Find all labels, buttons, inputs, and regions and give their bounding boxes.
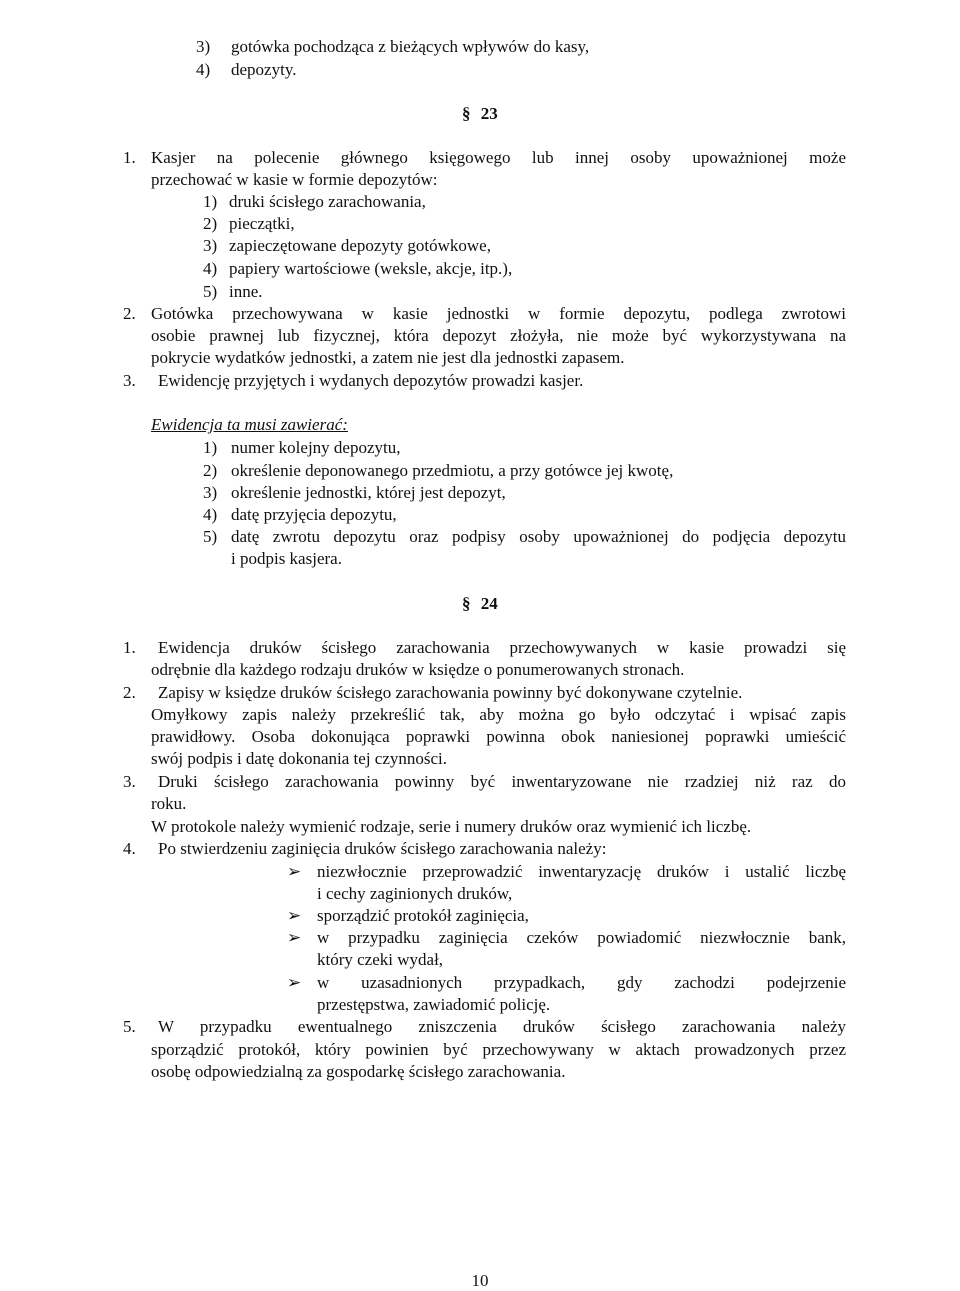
paragraph-line: pokrycie wydatków jednostki, a zatem nie jest dla jednostki zapasem. [151, 348, 625, 367]
page-number: 10 [471, 1271, 489, 1290]
paragraph-number: 4. [123, 839, 136, 858]
list-item-text: numer kolejny depozytu, [231, 438, 401, 457]
list-item-text: datę zwrotu depozytu oraz podpisy osoby upoważnionej do podjęcia depozytu [231, 527, 846, 546]
paragraph-line: Druki ścisłego zarachowania powinny być inwentaryzowane nie rzadziej niż raz do [158, 772, 846, 791]
section-number: 24 [480, 594, 498, 613]
bullet-text: i cechy zaginionych druków, [317, 884, 513, 903]
paragraph-line: sporządzić protokół, który powinien być przechowywany w aktach prowadzonych przez [151, 1040, 846, 1059]
paragraph-line: W przypadku ewentualnego zniszczenia druków ścisłego zarachowania należy [158, 1017, 846, 1036]
paragraph-number: 2. [123, 683, 136, 702]
list-item-text: papiery wartościowe (weksle, akcje, itp.), [229, 259, 513, 278]
list-number: 5) [203, 282, 218, 301]
paragraph-line: Zapisy w księdze druków ścisłego zarachowania powinny być dokonywane czytelnie. [158, 683, 743, 702]
list-item-text: określenie deponowanego przedmiotu, a przy gotówce jej kwotę, [231, 461, 674, 480]
list-number: 1) [203, 192, 218, 211]
paragraph-number: 5. [123, 1017, 136, 1036]
list-item-text: pieczątki, [229, 214, 295, 233]
list-number: 2) [203, 214, 218, 233]
paragraph-number: 3. [123, 772, 136, 791]
paragraph-line: osobę odpowiedzialną za gospodarkę ścisłego zarachowania. [151, 1062, 566, 1081]
paragraph-number: 1. [123, 638, 136, 657]
paragraph-line: Omyłkowy zapis należy przekreślić tak, aby można go było odczytać i wpisać zapis [151, 705, 846, 724]
bullet-text: w uzasadnionych przypadkach, gdy zachodzi podejrzenie [317, 973, 846, 992]
bullet-text: sporządzić protokół zaginięcia, [317, 906, 529, 925]
bullet-text: który czeki wydał, [317, 950, 444, 969]
arrow-bullet-icon: ➢ [287, 973, 302, 992]
list-item-text: druki ścisłego zarachowania, [229, 192, 426, 211]
paragraph-line: Po stwierdzeniu zaginięcia druków ścisłego zarachowania należy: [158, 839, 607, 858]
paragraph-number: 3. [123, 371, 136, 390]
list-number: 1) [203, 438, 218, 457]
paragraph-line: osobie prawnej lub fizycznej, która depozyt złożyła, nie może być wykorzystywana na [151, 326, 846, 345]
paragraph-line: Ewidencję przyjętych i wydanych depozytów prowadzi kasjer. [158, 371, 584, 390]
list-number: 4) [203, 505, 218, 524]
bullet-text: niezwłocznie przeprowadzić inwentaryzację druków i ustalić liczbę [317, 862, 846, 881]
list-item-text: gotówka pochodząca z bieżących wpływów do kasy, [231, 37, 590, 56]
paragraph-line: odrębnie dla każdego rodzaju druków w księdze o ponumerowanych stronach. [151, 660, 685, 679]
list-number: 3) [196, 37, 211, 56]
list-number: 5) [203, 527, 218, 546]
registry-heading: Ewidencja ta musi zawierać: [151, 415, 348, 434]
arrow-bullet-icon: ➢ [287, 906, 302, 925]
list-item-text: inne. [229, 282, 263, 301]
bullet-text: przestępstwa, zawiadomić policję. [317, 995, 551, 1014]
paragraph-line: Kasjer na polecenie głównego księgowego lub innej osoby upoważnionej może [151, 148, 846, 167]
list-item-text: i podpis kasjera. [231, 549, 342, 568]
section-heading-24 [462, 593, 498, 615]
list-item-text: depozyty. [231, 60, 297, 79]
paragraph-line: swój podpis i datę dokonania tej czynności. [151, 749, 448, 768]
list-number: 3) [203, 236, 218, 255]
section-symbol: § [462, 104, 471, 123]
arrow-bullet-icon: ➢ [287, 862, 302, 881]
section-symbol: § [462, 594, 471, 613]
arrow-bullet-icon: ➢ [287, 928, 302, 947]
bullet-text: w przypadku zaginięcia czeków powiadomić niezwłocznie bank, [317, 928, 846, 947]
list-number: 3) [203, 483, 218, 502]
list-item-text: określenie jednostki, której jest depozyt, [231, 483, 506, 502]
paragraph-number: 2. [123, 304, 136, 323]
paragraph-line: prawidłowy. Osoba dokonująca poprawki powinna obok naniesionej poprawki umieścić [151, 727, 846, 746]
paragraph-line: roku. [151, 794, 187, 813]
list-item-text: zapieczętowane depozyty gotówkowe, [229, 236, 491, 255]
paragraph-number: 1. [123, 148, 136, 167]
paragraph-line: Gotówka przechowywana w kasie jednostki w formie depozytu, podlega zwrotowi [151, 304, 846, 323]
paragraph-line: W protokole należy wymienić rodzaje, serie i numery druków oraz wymienić ich liczbę. [151, 817, 752, 836]
paragraph-line: Ewidencja druków ścisłego zarachowania przechowywanych w kasie prowadzi się [158, 638, 846, 657]
section-heading-23 [462, 103, 498, 125]
section-number: 23 [480, 104, 498, 123]
paragraph-line: przechować w kasie w formie depozytów: [151, 170, 438, 189]
list-number: 4) [196, 60, 211, 79]
list-number: 2) [203, 461, 218, 480]
list-item-text: datę przyjęcia depozytu, [231, 505, 397, 524]
list-number: 4) [203, 259, 218, 278]
